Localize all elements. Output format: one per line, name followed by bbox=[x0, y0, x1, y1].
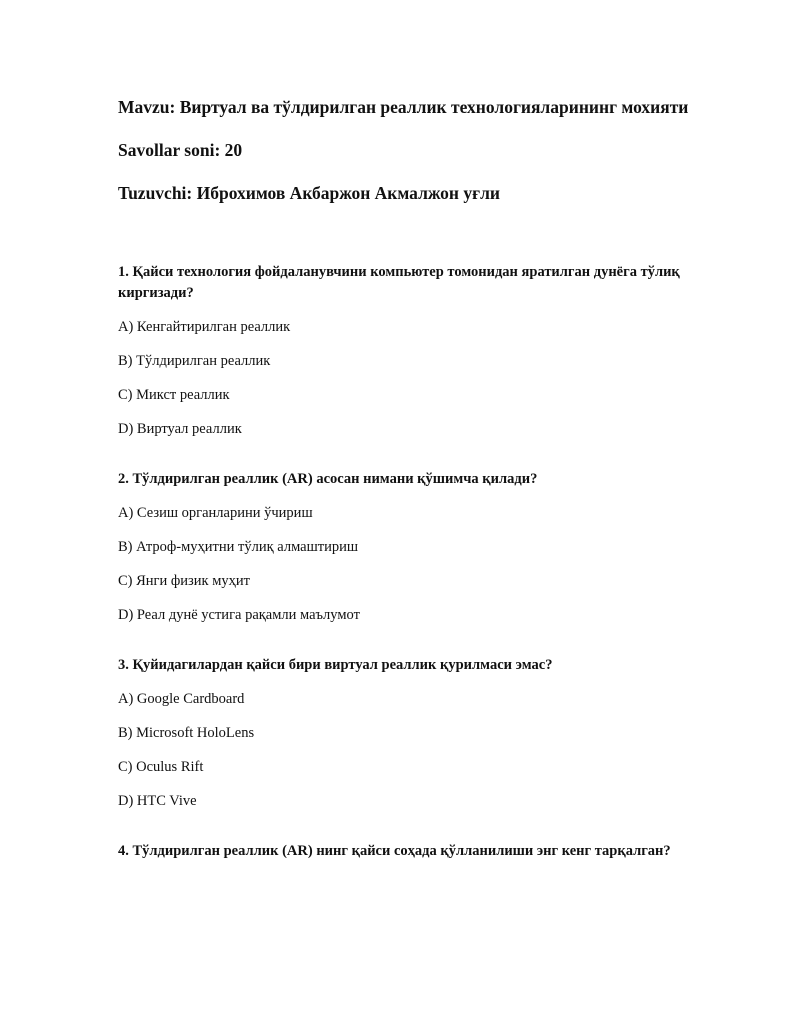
answer-option-d: D) Виртуал реаллик bbox=[118, 421, 242, 437]
question-text: 2. Тўлдирилган реаллик (AR) асосан нимани қўшимча қилади? bbox=[118, 471, 538, 487]
topic-heading: Mavzu: Виртуал ва тўлдирилган реаллик технологияларининг мохияти bbox=[118, 97, 689, 117]
answer-option-b: B) Тўлдирилган реаллик bbox=[118, 353, 271, 369]
answer-option-a: A) Кенгайтирилган реаллик bbox=[118, 319, 291, 335]
answer-option-a: A) Google Cardboard bbox=[118, 691, 245, 707]
question-text: 4. Тўлдирилган реаллик (AR) нинг қайси соҳада қўлланилиши энг кенг тарқалган? bbox=[118, 843, 671, 859]
author-heading: Tuzuvchi: Иброхимов Акбаржон Акмалжон уғли bbox=[118, 183, 500, 203]
answer-option-b: B) Microsoft HoloLens bbox=[118, 725, 255, 741]
question-text: 1. Қайси технология фойдаланувчини компьютер томонидан яратилган дунёга тўлиқ киргизади? bbox=[118, 264, 680, 301]
answer-option-d: D) Реал дунё устига рақамли маълумот bbox=[118, 607, 360, 623]
answer-option-b: B) Атроф-муҳитни тўлиқ алмаштириш bbox=[118, 539, 359, 555]
question-list bbox=[118, 262, 708, 891]
question-1 bbox=[118, 262, 708, 440]
question-3 bbox=[118, 655, 708, 812]
document-header bbox=[118, 94, 718, 206]
answer-option-c: C) Янги физик муҳит bbox=[118, 573, 250, 589]
question-4 bbox=[118, 841, 708, 862]
question-count-heading: Savollar soni: 20 bbox=[118, 140, 243, 160]
answer-option-d: D) HTC Vive bbox=[118, 793, 197, 809]
answer-option-c: C) Микст реаллик bbox=[118, 387, 230, 403]
question-2 bbox=[118, 469, 708, 626]
answer-option-c: C) Oculus Rift bbox=[118, 759, 204, 775]
answer-option-a: A) Сезиш органларини ўчириш bbox=[118, 505, 313, 521]
question-text: 3. Қуйидагилардан қайси бири виртуал реаллик қурилмаси эмас? bbox=[118, 657, 553, 673]
